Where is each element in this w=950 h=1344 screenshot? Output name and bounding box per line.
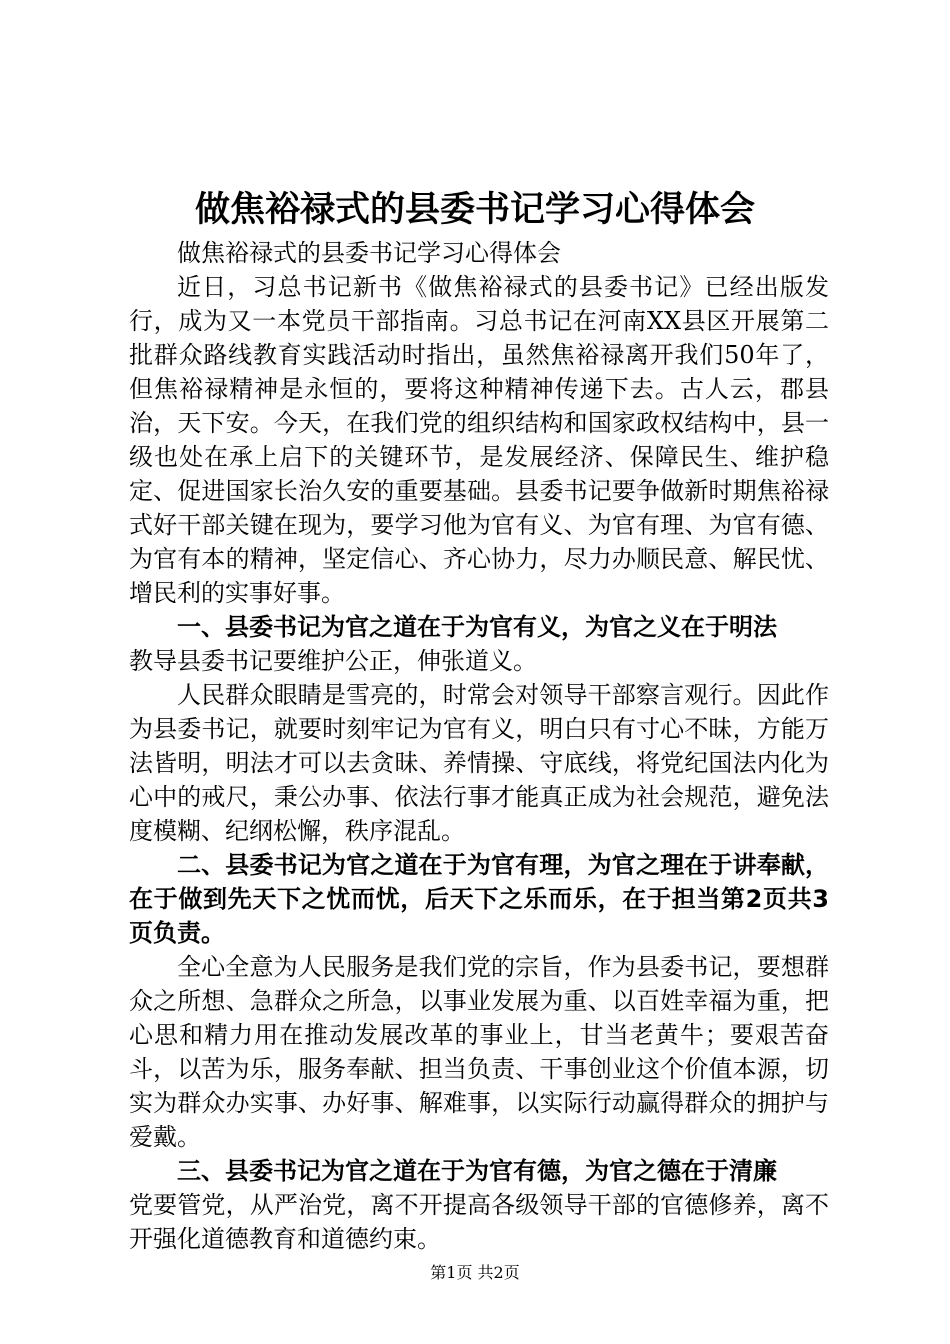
section-heading-2: 二、县委书记为官之道在于为官有理，为官之理在于讲奉献，在于做到先天下之忧而忧，后天下之乐而乐，在于担当第2页共3页负责。 (129, 851, 829, 947)
page-footer: 第1页 共2页 (430, 1263, 520, 1282)
document-title: 做焦裕禄式的县委书记学习心得体会 (194, 190, 755, 230)
paragraph-subtitle: 做焦裕禄式的县委书记学习心得体会 (177, 239, 561, 267)
section-heading-3: 三、县委书记为官之道在于为官有德，为官之德在于清廉 (177, 1157, 777, 1185)
paragraph-continuation-3: 党要管党，从严治党，离不开提高各级领导干部的官德修养，离不开强化道德教育和道德约束。 (129, 1191, 829, 1253)
paragraph-intro: 近日，习总书记新书《做焦裕禄式的县委书记》已经出版发行，成为又一本党员干部指南。习总书记在河南XX县区开展第二批群众路线教育实践活动时指出，虽然焦裕禄离开我们50年了，但焦裕禄精神是永恒的，要将这种精神传递下去。古人云，郡县治，天下安。今天，在我们党的组织结构和国家政权结构中，县一级也处在承上启下的关键环节，是发展经济、保障民生、维护稳定、促进国家长治久安的重要基础。县委书记要争做新时期焦裕禄式好干部关键在现为，要学习他为官有义、为官有理、为官有德、为官有本的精神，坚定信心、齐心协力，尽力办顺民意、解民忧、增民利的实事好事。 (129, 273, 829, 607)
paragraph-section-2: 全心全意为人民服务是我们党的宗旨，作为县委书记，要想群众之所想、急群众之所急，以事业发展为重、以百姓幸福为重，把心思和精力用在推动发展改革的事业上，甘当老黄牛；要艰苦奋斗，以苦为乐，服务奉献、担当负责、干事创业这个价值本源，切实为群众办实事、办好事、解难事，以实际行动赢得群众的拥护与爱戴。 (129, 953, 829, 1151)
document-body (129, 236, 829, 1256)
paragraph-section-1: 人民群众眼睛是雪亮的，时常会对领导干部察言观行。因此作为县委书记，就要时刻牢记为官有义，明白只有寸心不昧，方能万法皆明，明法才可以去贪昧、养情操、守底线，将党纪国法内化为心中的戒尺，秉公办事、依法行事才能真正成为社会规范，避免法度模糊、纪纲松懈，秩序混乱。 (129, 681, 829, 845)
paragraph-continuation-1: 教导县委书记要维护公正，伸张道义。 (129, 647, 537, 675)
section-heading-1: 一、县委书记为官之道在于为官有义，为官之义在于明法 (177, 613, 777, 641)
